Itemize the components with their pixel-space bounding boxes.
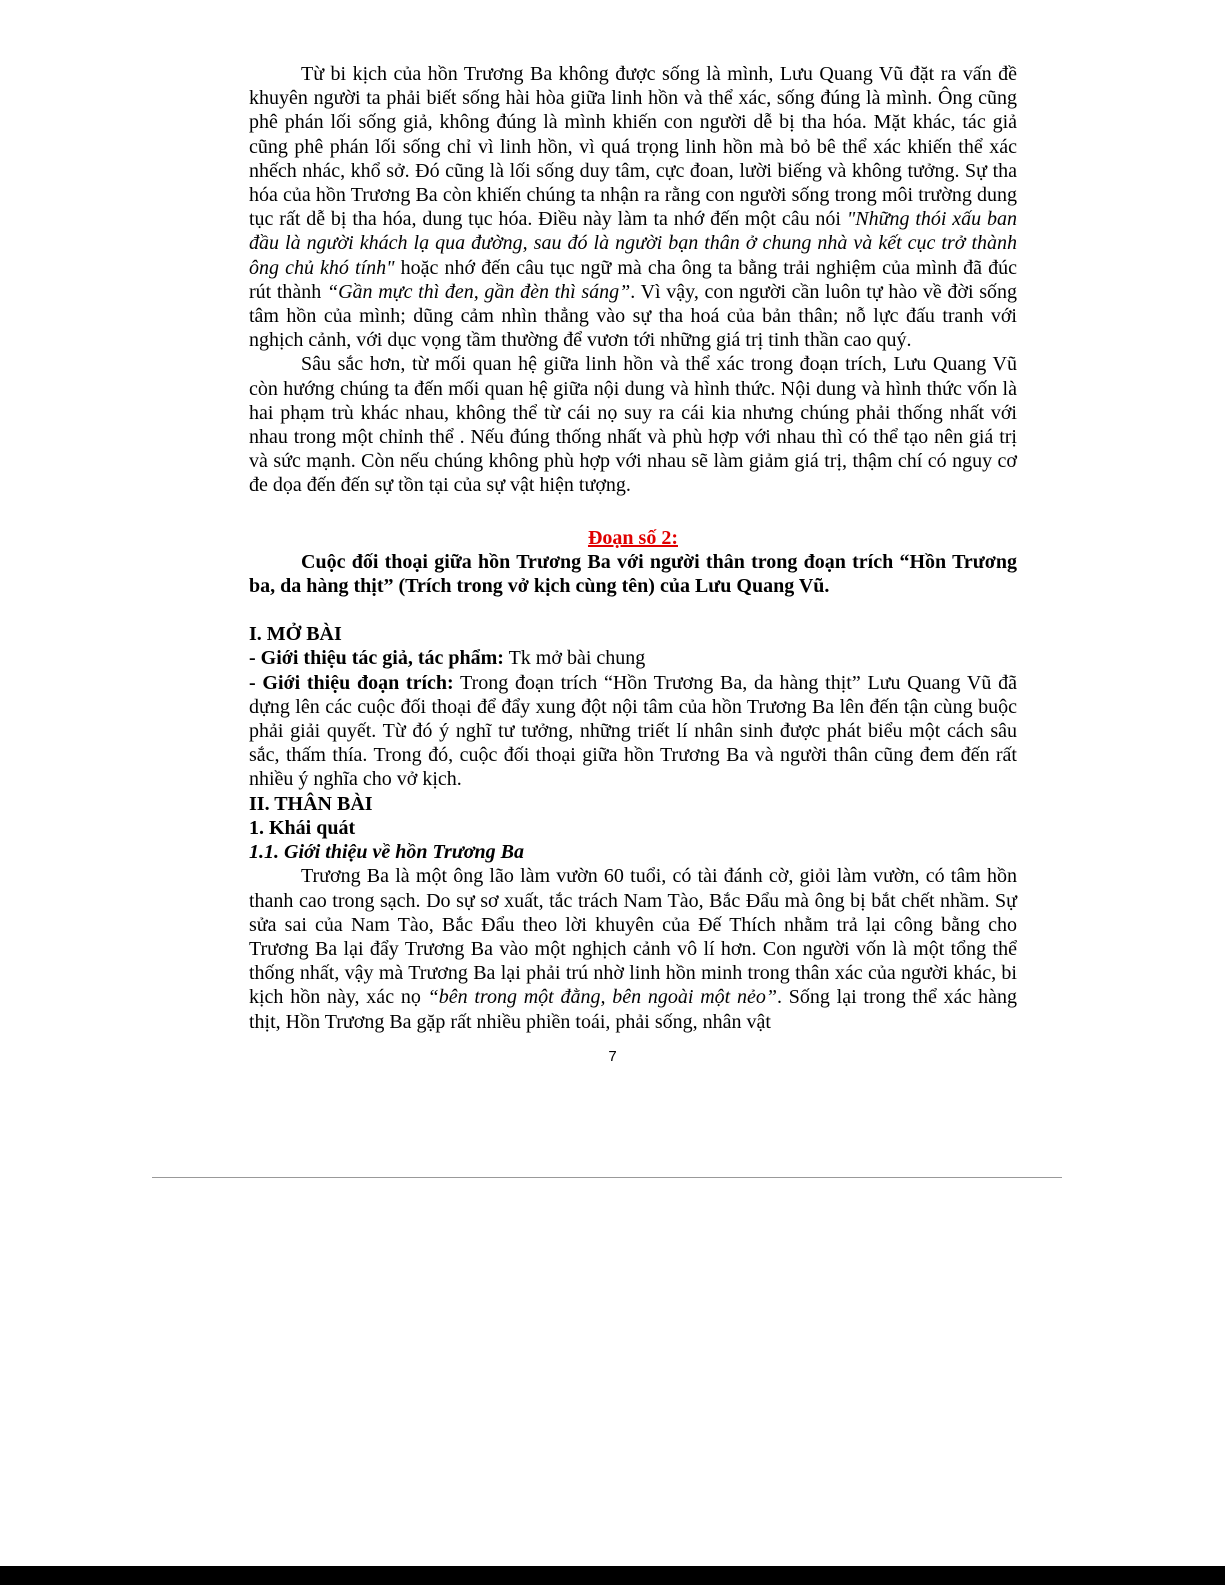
intro-author-line: - Giới thiệu tác giả, tác phẩm: Tk mở bài chung [249, 647, 646, 670]
quote-bad-habits: "Những thói xấu ban đầu là người khách lạ qua đường, sau đó là người bạn thân ở chung nhà và kết cục trở thành ông chủ khó tính" [249, 208, 1017, 279]
section-title: Đoạn số 2: [587, 526, 678, 549]
paragraph-content-form: Sâu sắc hơn, từ mối quan hệ giữa linh hồn và thể xác trong đoạn trích, Lưu Quang Vũ còn hướng chúng ta đến mối quan hệ giữa nội dung và hình thức. Nội dung và hình thức vốn là hai phạm trù khác nhau, không thể từ cái nọ suy ra cái kia nhưng chúng phải thống nhất với nhau trong một chỉnh thể . Nếu đúng thống nhất và phù hợp với nhau thì có thể tạo nên giá trị và sức mạnh. Còn nếu chúng không phù hợp với nhau sẽ làm giảm giá trị, thậm chí có nguy cơ đe dọa đến đến sự tồn tại của sự vật hiện tượng. [249, 353, 1017, 497]
document-page [249, 62, 1017, 1034]
topic-statement: Cuộc đối thoại giữa hồn Trương Ba với người thân trong đoạn trích “Hồn Trương ba, da hàng thịt” (Trích trong vở kịch cùng tên) của Lưu Quang Vũ. [249, 550, 1017, 598]
intro-excerpt-line: - Giới thiệu đoạn trích: Trong đoạn trích “Hồn Trương Ba, da hàng thịt” Lưu Quang Vũ đã dựng lên các cuộc đối thoại để đẩy xung đột nội tâm của hồn Trương Ba lên đến tận cùng buộc phải giải quyết. Từ đó ý nghĩ tư tưởng, những triết lí nhân sinh được phát biểu một cách sâu sắc, thấm thía. Trong đó, cuộc đối thoại giữa hồn Trương Ba và người thân cũng đem đến rất nhiều ý nghĩa cho vở kịch. [249, 671, 1017, 791]
heading-body: II. THÂN BÀI [249, 792, 373, 815]
quote-proverb: “Gần mực thì đen, gần đèn thì sáng” [326, 280, 631, 303]
heading-subsection: 1.1. Giới thiệu về hồn Trương Ba [249, 841, 524, 864]
spacer [249, 598, 1017, 622]
heading-overview: 1. Khái quát [249, 816, 356, 839]
paragraph-tragedy: Từ bi kịch của hồn Trương Ba không được sống là mình, Lưu Quang Vũ đặt ra vấn đề khuyên người ta phải biết sống hài hòa giữa linh hồn và thể xác, sống đúng là mình. Ông cũng phê phán lối sống giả, không đúng là mình khiến con người dễ bị tha hóa. Mặt khác, tác giả cũng phê phán lối sống chỉ vì linh hồn, vì quá trọng linh hồn mà bỏ bê thể xác khiến thể xác nhếch nhác, khổ sở. Đó cũng là lối sống duy tâm, cực đoan, lười biếng và không tưởng. Sự tha hóa của hồn Trương Ba còn khiến chúng ta nhận ra rằng con người sống trong môi trường dung tục rất dễ bị tha hóa, dung tục hóa. Điều này làm ta nhớ đến một câu nói "Những thói xấu ban đầu là người khách lạ qua đường, sau đó là người bạn thân ở chung nhà và kết cục trở thành ông chủ khó tính" hoặc nhớ đến câu tục ngữ mà cha ông ta bằng trải nghiệm của mình đã đúc rút thành “Gần mực thì đen, gần đèn thì sáng”. Vì vậy, con người cần luôn tự hào về đời sống tâm hồn của mình; dũng cảm nhìn thẳng vào sự tha hoá của bản thân; nỗ lực đấu tranh với nghịch cảnh, với dục vọng tầm thường để vươn tới những giá trị tinh thần cao quý. [249, 63, 1018, 352]
bottom-bar [0, 1566, 1225, 1585]
page-number: 7 [608, 1048, 617, 1065]
paragraph-truong-ba: Trương Ba là một ông lão làm vườn 60 tuổi, có tài đánh cờ, giỏi làm vườn, có tâm hồn thanh cao trong sạch. Do sự sơ xuất, tắc trách Nam Tào, Bắc Đẩu mà ông bị bắt chết nhầm. Sự sửa sai của Nam Tào, Bắc Đẩu theo lời khuyên của Đế Thích nhằm trả lại công bằng cho Trương Ba lại đẩy Trương Ba vào một nghịch cảnh vô lí hơn. Con người vốn là một tổng thể thống nhất, vậy mà Trương Ba lại phải trú nhờ linh hồn minh trong thân xác của người khác, bi kịch hồn này, xác nọ “bên trong một đằng, bên ngoài một nẻo”. Sống lại trong thể xác hàng thịt, Hồn Trương Ba gặp rất nhiều phiền toái, phải sống, nhân vật [249, 865, 1018, 1033]
heading-intro: I. MỞ BÀI [249, 623, 342, 646]
page-divider [152, 1177, 1062, 1178]
quote-inside-outside: “bên trong một đằng, bên ngoài một nẻo” [427, 986, 778, 1009]
